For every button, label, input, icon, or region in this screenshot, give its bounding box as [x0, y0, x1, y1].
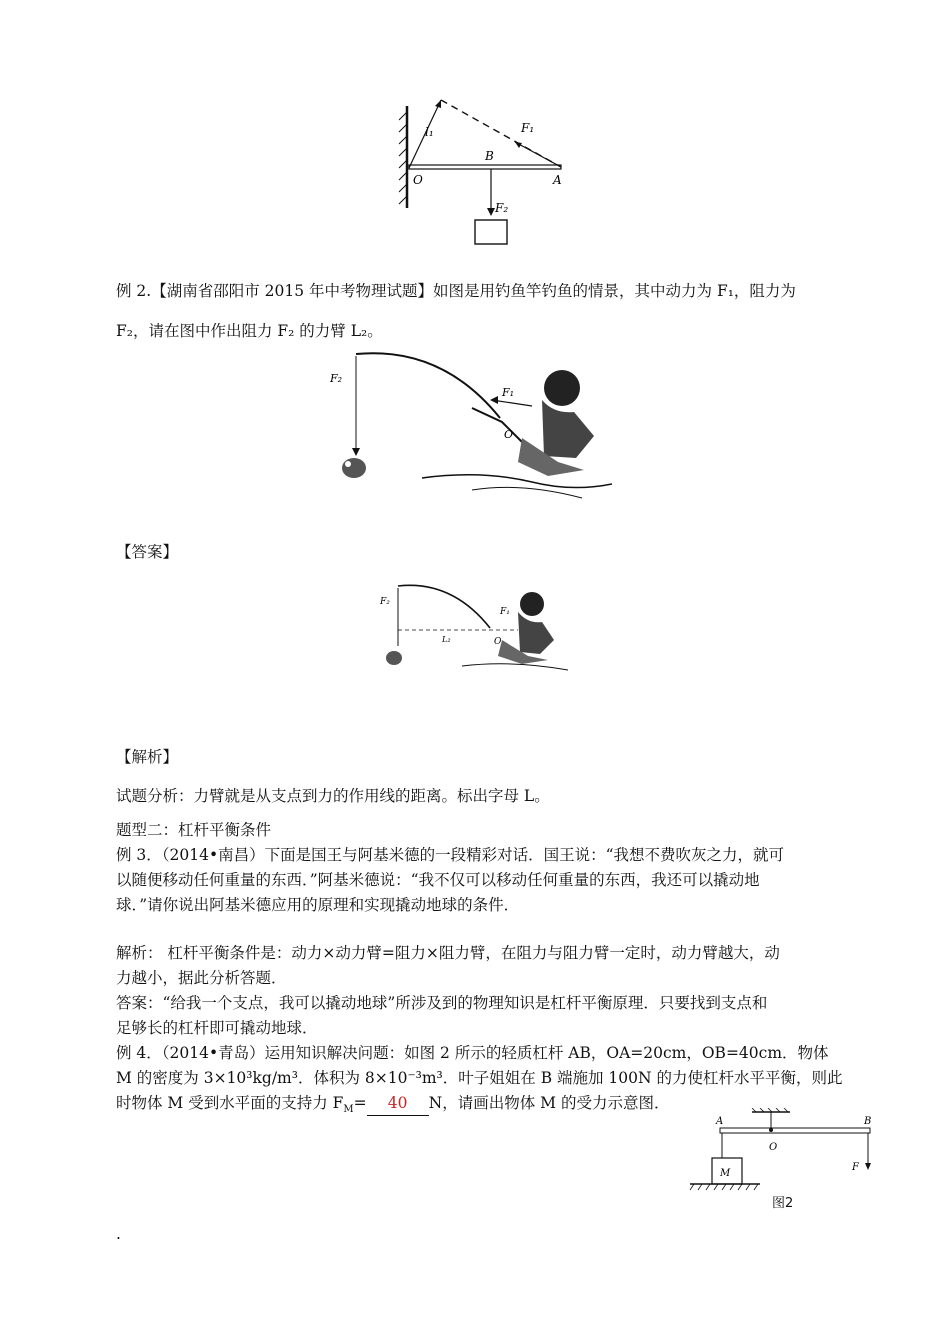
section2-title: 题型二：杠杆平衡条件 — [116, 821, 272, 839]
label-f2: F₂ — [495, 201, 509, 215]
figure-lever-wall — [395, 88, 575, 248]
force-subscript: M — [343, 1104, 354, 1116]
label-b: B — [864, 1116, 872, 1127]
label-f1: F₁ — [500, 607, 510, 617]
answer-blank: 40 — [367, 1091, 429, 1116]
analysis-text: 试题分析：力臂就是从支点到力的作用线的距离。标出字母 L。 — [116, 787, 550, 805]
label-b: B — [485, 149, 494, 163]
label-o: O — [504, 428, 514, 441]
label-a: A — [553, 173, 562, 187]
label-a: A — [716, 1116, 724, 1127]
example2-line2: F₂，请在图中作出阻力 F₂ 的力臂 L₂。 — [116, 322, 383, 340]
example3-answer1: 答案：“给我一个支点，我可以撬动地球”所涉及到的物理知识是杠杆平衡原理．只要找到支点和 — [116, 994, 768, 1012]
label-f2: F₂ — [380, 597, 390, 607]
label-f1: F₁ — [521, 121, 535, 135]
label-f: F — [852, 1162, 859, 1173]
example4-line1: 例 4．（2014•青岛）运用知识解决问题：如图 2 所示的轻质杠杆 AB，OA=20cm，OB=40cm．物体 — [116, 1044, 829, 1062]
label-o: O — [769, 1142, 778, 1153]
equals-sign: = — [353, 1094, 367, 1112]
figure-fishing-answer — [372, 580, 568, 680]
label-f2: F₂ — [330, 372, 343, 385]
label-l2: L₂ — [442, 635, 451, 644]
figure-fishing — [322, 352, 612, 502]
example3-answer2: 足够长的杠杆即可撬动地球． — [116, 1019, 318, 1037]
example3-analysis1: 解析： 杠杆平衡条件是：动力×动力臂=阻力×阻力臂，在阻力与阻力臂一定时，动力臂越大，动 — [116, 944, 780, 962]
example3-line2: 以随便移动任何重量的东西．”阿基米德说：“我不仅可以移动任何重量的东西，我还可以撬动地 — [116, 871, 760, 889]
analysis-heading: 【解析】 — [116, 748, 179, 766]
example3-analysis2: 力越小，据此分析答题． — [116, 969, 287, 987]
fishing-answer-diagram — [372, 580, 568, 680]
footer-dot: . — [116, 1225, 121, 1243]
example3-line3: 球．”请你说出阿基米德应用的原理和实现撬动地球的条件． — [116, 896, 520, 914]
line3-prefix: 时物体 M 受到水平面的支持力 F — [116, 1094, 344, 1112]
figure2-caption: 图2 — [772, 1196, 794, 1211]
lever-wall-diagram — [395, 88, 575, 248]
example3-line1: 例 3．（2014•南昌）下面是国王与阿基米德的一段精彩对话．国王说：“我想不费吹灰之力，就可 — [116, 846, 785, 864]
label-m: M — [720, 1168, 731, 1179]
answer-heading: 【答案】 — [116, 543, 179, 561]
example4-line3 — [116, 1091, 669, 1122]
label-l1: l₁ — [425, 125, 434, 139]
label-o: O — [494, 637, 502, 647]
label-f1: F₁ — [502, 386, 515, 399]
example4-line2: M 的密度为 3×10³kg/m³．体积为 8×10⁻³m³．叶子姐姐在 B 端施加 100N 的力使杠杆水平平衡，则此 — [116, 1069, 843, 1087]
line3-suffix: N，请画出物体 M 的受力示意图． — [428, 1094, 670, 1112]
example2-line1: 例 2.【湖南省邵阳市 2015 年中考物理试题】如图是用钓鱼竿钓鱼的情景，其中动力为 F₁，阻力为 — [116, 282, 796, 300]
label-o: O — [413, 173, 423, 187]
fishing-diagram — [322, 352, 612, 502]
